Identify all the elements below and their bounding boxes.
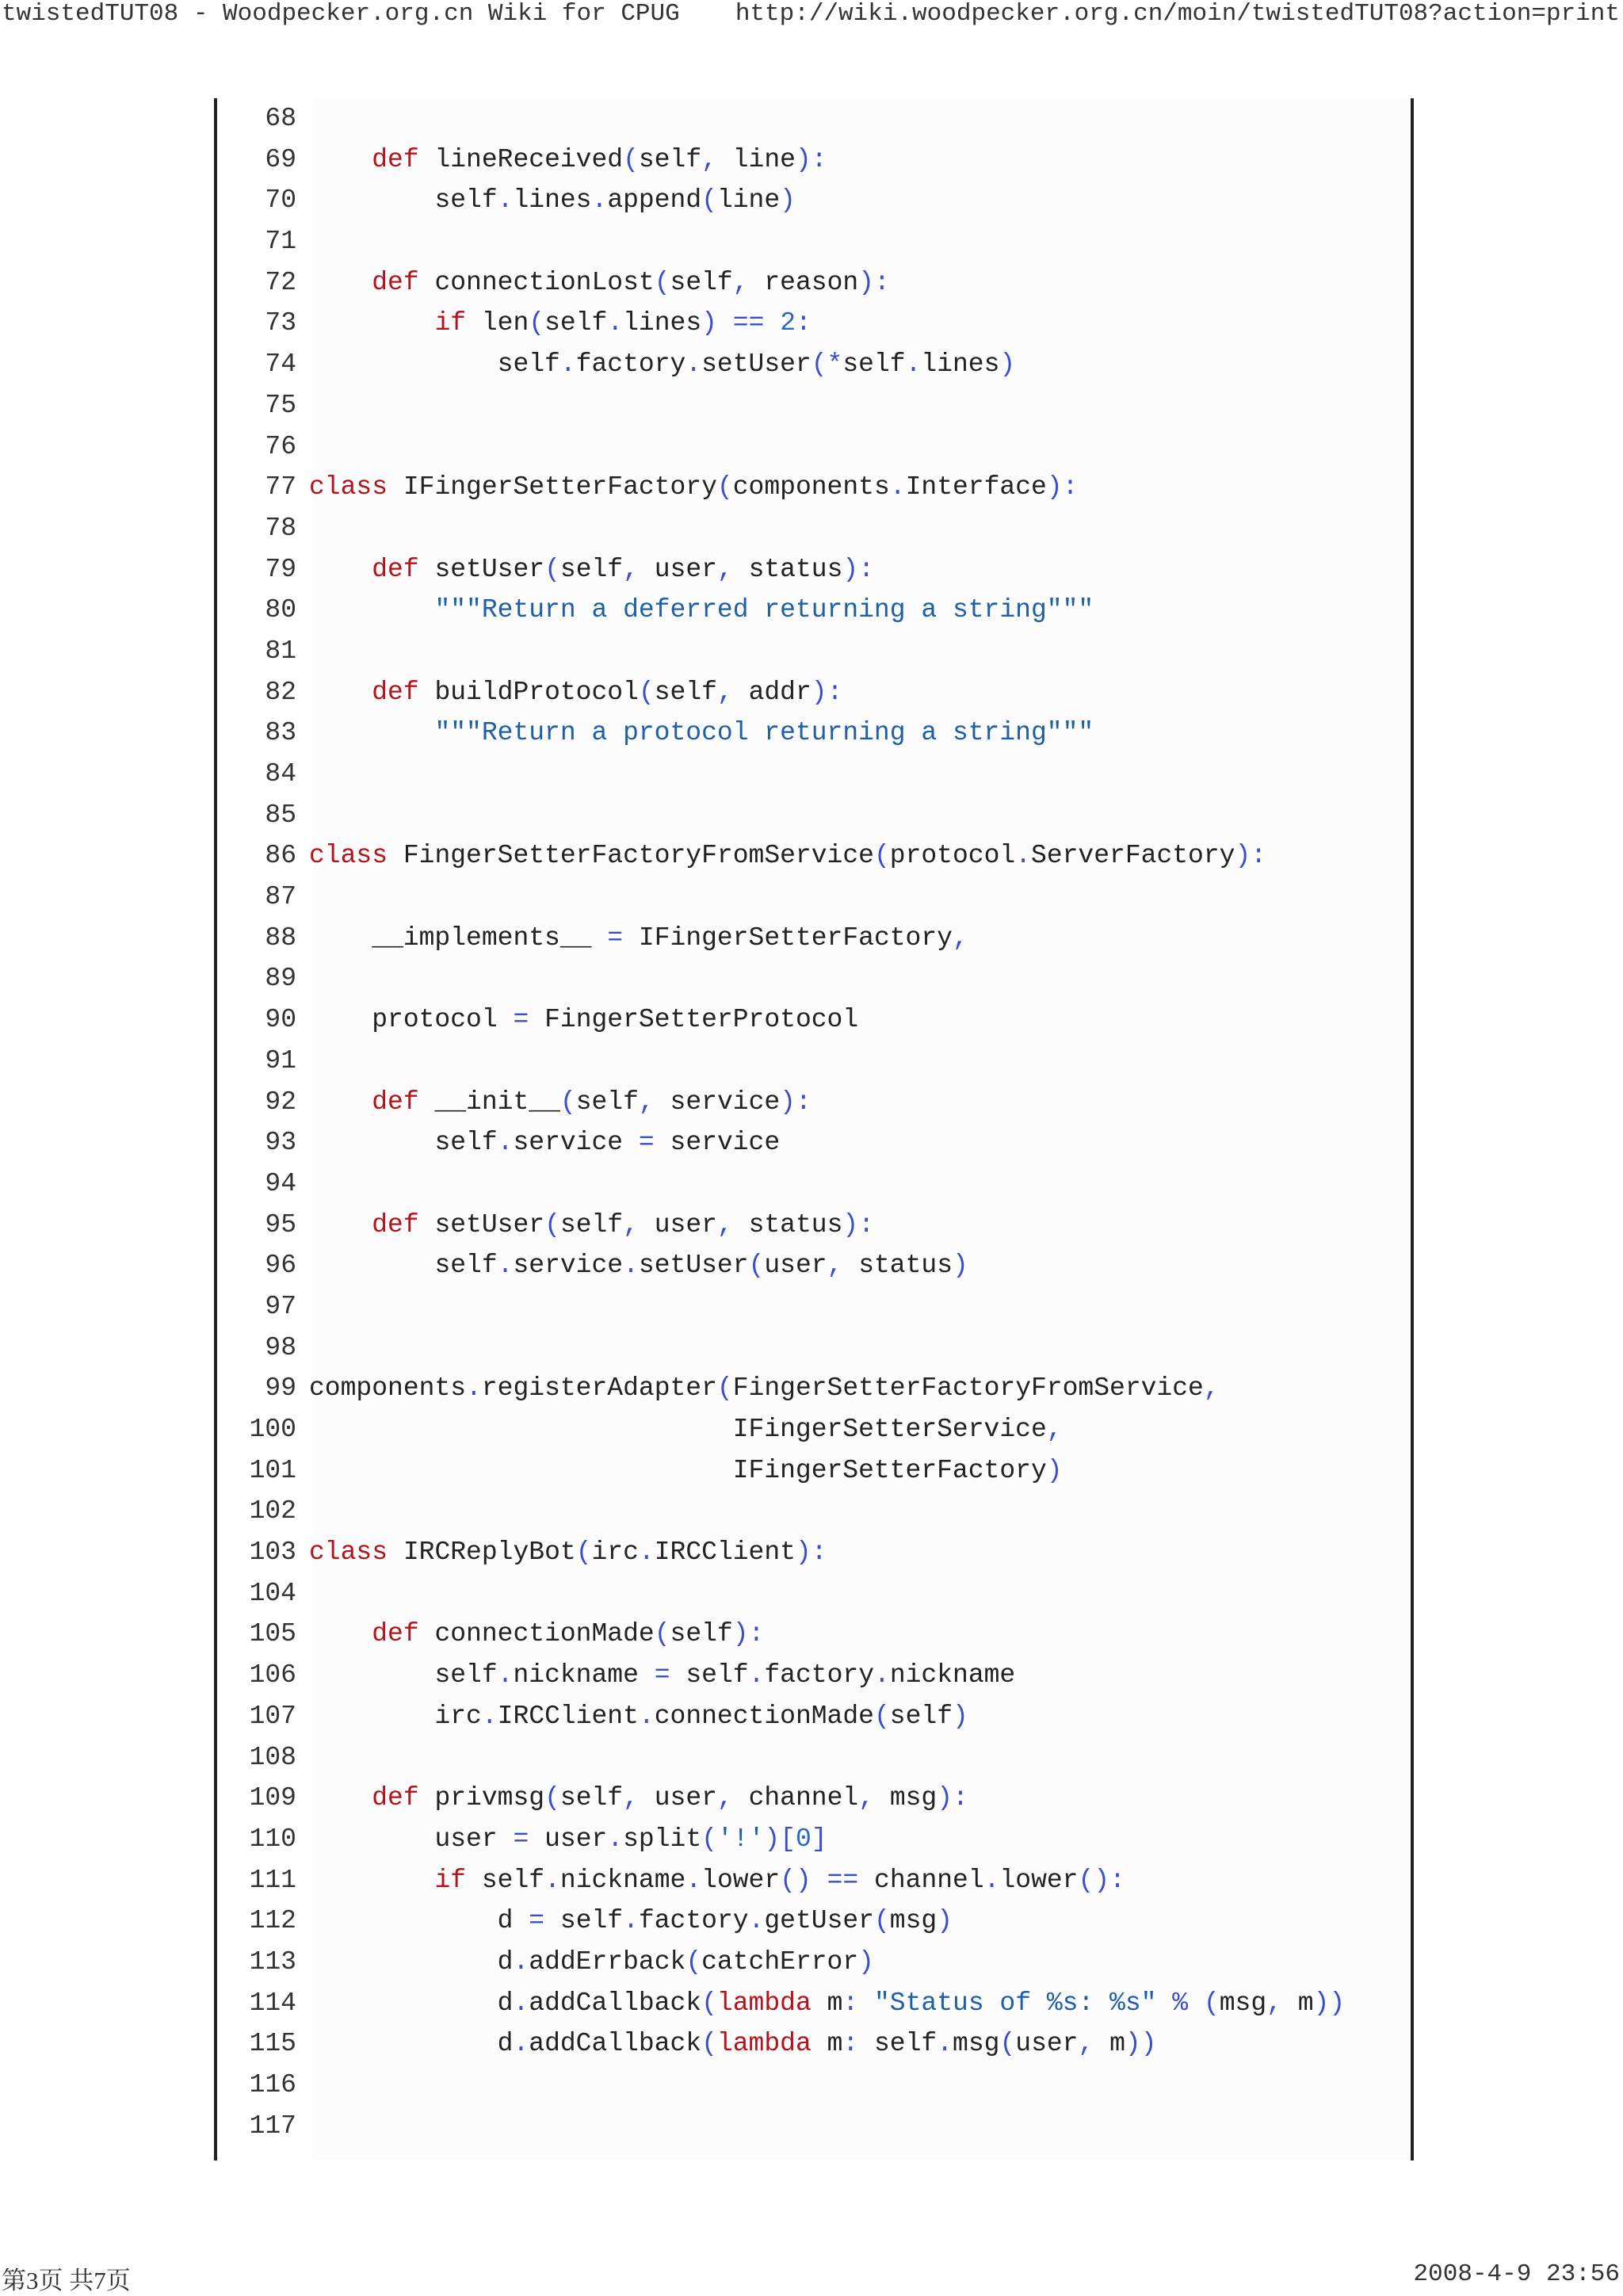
- code-line: [217, 1696, 1411, 1737]
- code-line: [217, 2023, 1411, 2065]
- code-text: if self.nickname.lower() == channel.lower():: [434, 1865, 1125, 1895]
- code-line: [217, 835, 1411, 877]
- code-line: [217, 795, 1411, 836]
- code-text: self.service.setUser(user, status): [434, 1251, 968, 1281]
- code-text: """Return a protocol returning a string""": [434, 718, 1094, 748]
- code-text: self.service = service: [434, 1128, 781, 1158]
- code-text: class FingerSetterFactoryFromService(protocol.ServerFactory):: [309, 841, 1267, 871]
- code-line: [217, 344, 1411, 385]
- code-text: IFingerSetterService,: [732, 1415, 1063, 1444]
- code-line: [217, 303, 1411, 344]
- line-number: 90: [265, 1005, 296, 1035]
- print-footer: [0, 2260, 1623, 2296]
- code-text: def connectionMade(self):: [372, 1619, 765, 1649]
- page-url: http://wiki.woodpecker.org.cn/moin/twistedTUT08?action=print: [735, 0, 1620, 28]
- code-text: class IFingerSetterFactory(components.Interface):: [309, 472, 1079, 502]
- code-text: def setUser(self, user, status):: [372, 554, 875, 584]
- line-number: 97: [265, 1291, 296, 1321]
- line-number: 77: [265, 472, 296, 502]
- code-block: [214, 98, 1414, 2160]
- line-number: 96: [265, 1251, 296, 1281]
- line-number: 74: [265, 350, 296, 380]
- code-line: [217, 712, 1411, 754]
- code-text: d = self.factory.getUser(msg): [497, 1906, 953, 1936]
- line-number: 73: [265, 308, 296, 338]
- code-text: def lineReceived(self, line):: [372, 144, 827, 174]
- code-line: [217, 1409, 1411, 1450]
- line-number: 98: [265, 1332, 296, 1362]
- code-line: [217, 221, 1411, 262]
- code-text: self.lines.append(line): [434, 185, 796, 216]
- code-line: [217, 1778, 1411, 1819]
- code-line: [217, 999, 1411, 1041]
- code-line: [217, 1532, 1411, 1573]
- page-title: twistedTUT08 - Woodpecker.org.cn Wiki for CPUG: [2, 0, 680, 28]
- code-line: [217, 1819, 1411, 1860]
- code-text: self.factory.setUser(*self.lines): [497, 350, 1016, 380]
- code-line: [217, 467, 1411, 508]
- line-number: 79: [265, 554, 296, 584]
- code-line: [217, 1245, 1411, 1286]
- line-number: 117: [249, 2111, 296, 2141]
- line-number: 68: [265, 104, 296, 133]
- line-number: 111: [249, 1865, 296, 1895]
- code-line: [217, 180, 1411, 221]
- code-line: [217, 1573, 1411, 1614]
- line-number: 115: [249, 2029, 296, 2059]
- code-text: """Return a deferred returning a string""": [434, 595, 1094, 625]
- code-text: user = user.split('!')[0]: [434, 1824, 827, 1854]
- line-number: 109: [249, 1783, 296, 1813]
- code-text: protocol = FingerSetterProtocol: [372, 1005, 859, 1035]
- line-number: 101: [249, 1455, 296, 1485]
- code-line: [217, 1491, 1411, 1532]
- line-number: 100: [249, 1415, 296, 1444]
- line-number: 86: [265, 841, 296, 871]
- code-line: [217, 1082, 1411, 1123]
- code-line: [217, 1041, 1411, 1082]
- code-text: def privmsg(self, user, channel, msg):: [372, 1783, 968, 1813]
- code-line: [217, 1983, 1411, 2024]
- line-number: 114: [249, 1988, 296, 2018]
- line-number: 110: [249, 1824, 296, 1854]
- code-line: [217, 1368, 1411, 1409]
- code-line: [217, 631, 1411, 672]
- line-number: 113: [249, 1946, 296, 1977]
- code-text: def __init__(self, service):: [372, 1087, 812, 1117]
- code-text: def buildProtocol(self, addr):: [372, 677, 843, 707]
- line-number: 78: [265, 513, 296, 543]
- code-line: [217, 1737, 1411, 1778]
- line-number: 108: [249, 1742, 296, 1772]
- code-text: d.addErrback(catchError): [497, 1946, 874, 1977]
- code-line: [217, 1901, 1411, 1942]
- line-number: 104: [249, 1578, 296, 1608]
- line-number: 82: [265, 677, 296, 707]
- code-line: [217, 1328, 1411, 1369]
- code-line: [217, 877, 1411, 918]
- code-text: d.addCallback(lambda m: self.msg(user, m)): [497, 2029, 1157, 2059]
- code-line: [217, 1614, 1411, 1655]
- code-line: [217, 754, 1411, 795]
- line-number: 70: [265, 185, 296, 216]
- line-number: 116: [249, 2070, 296, 2099]
- code-line: [217, 426, 1411, 468]
- code-line: [217, 2065, 1411, 2106]
- line-number: 95: [265, 1209, 296, 1240]
- code-line: [217, 385, 1411, 426]
- code-text: def setUser(self, user, status):: [372, 1209, 875, 1240]
- line-number: 105: [249, 1619, 296, 1649]
- code-line: [217, 2106, 1411, 2147]
- code-line: [217, 1450, 1411, 1492]
- code-line: [217, 918, 1411, 959]
- line-number: 89: [265, 964, 296, 994]
- line-number: 80: [265, 595, 296, 625]
- line-number: 87: [265, 882, 296, 912]
- code-text: self.nickname = self.factory.nickname: [434, 1660, 1016, 1690]
- code-line: [217, 262, 1411, 304]
- code-line: [217, 590, 1411, 631]
- print-timestamp: 2008-4-9 23:56: [1413, 2260, 1620, 2288]
- code-line: [217, 1655, 1411, 1696]
- line-number: 107: [249, 1701, 296, 1731]
- line-number: 112: [249, 1906, 296, 1936]
- line-number: 76: [265, 431, 296, 461]
- code-text: if len(self.lines) == 2:: [434, 308, 812, 338]
- line-number: 94: [265, 1168, 296, 1198]
- line-number: 93: [265, 1128, 296, 1158]
- code-line: [217, 508, 1411, 549]
- code-line: [217, 1163, 1411, 1205]
- code-line: [217, 98, 1411, 139]
- line-number: 83: [265, 718, 296, 748]
- page-number: 第3页 共7页: [2, 2267, 131, 2294]
- code-text: irc.IRCClient.connectionMade(self): [434, 1701, 968, 1731]
- line-number: 75: [265, 390, 296, 420]
- line-number: 102: [249, 1496, 296, 1526]
- code-line: [217, 1942, 1411, 1983]
- line-number: 71: [265, 227, 296, 257]
- line-number: 85: [265, 800, 296, 830]
- line-number: 106: [249, 1660, 296, 1690]
- code-text: d.addCallback(lambda m: "Status of %s: %s" % (msg, m)): [497, 1988, 1346, 2018]
- code-lines: [217, 98, 1411, 2146]
- line-number: 103: [249, 1538, 296, 1568]
- line-number: 91: [265, 1045, 296, 1075]
- code-text: class IRCReplyBot(irc.IRCClient):: [309, 1538, 827, 1568]
- line-number: 72: [265, 267, 296, 297]
- print-header: [0, 0, 1623, 35]
- code-line: [217, 549, 1411, 590]
- code-text: IFingerSetterFactory): [732, 1455, 1063, 1485]
- code-line: [217, 1205, 1411, 1246]
- code-line: [217, 139, 1411, 181]
- code-line: [217, 1286, 1411, 1328]
- line-number: 88: [265, 923, 296, 953]
- line-number: 81: [265, 636, 296, 666]
- code-line: [217, 1860, 1411, 1901]
- code-text: __implements__ = IFingerSetterFactory,: [372, 923, 968, 953]
- line-number: 92: [265, 1087, 296, 1117]
- line-number: 69: [265, 144, 296, 174]
- line-number: 99: [265, 1373, 296, 1404]
- code-text: def connectionLost(self, reason):: [372, 267, 890, 297]
- code-line: [217, 958, 1411, 999]
- line-number: 84: [265, 759, 296, 789]
- code-line: [217, 672, 1411, 713]
- code-line: [217, 1122, 1411, 1163]
- code-text: components.registerAdapter(FingerSetterFactoryFromService,: [309, 1373, 1220, 1404]
